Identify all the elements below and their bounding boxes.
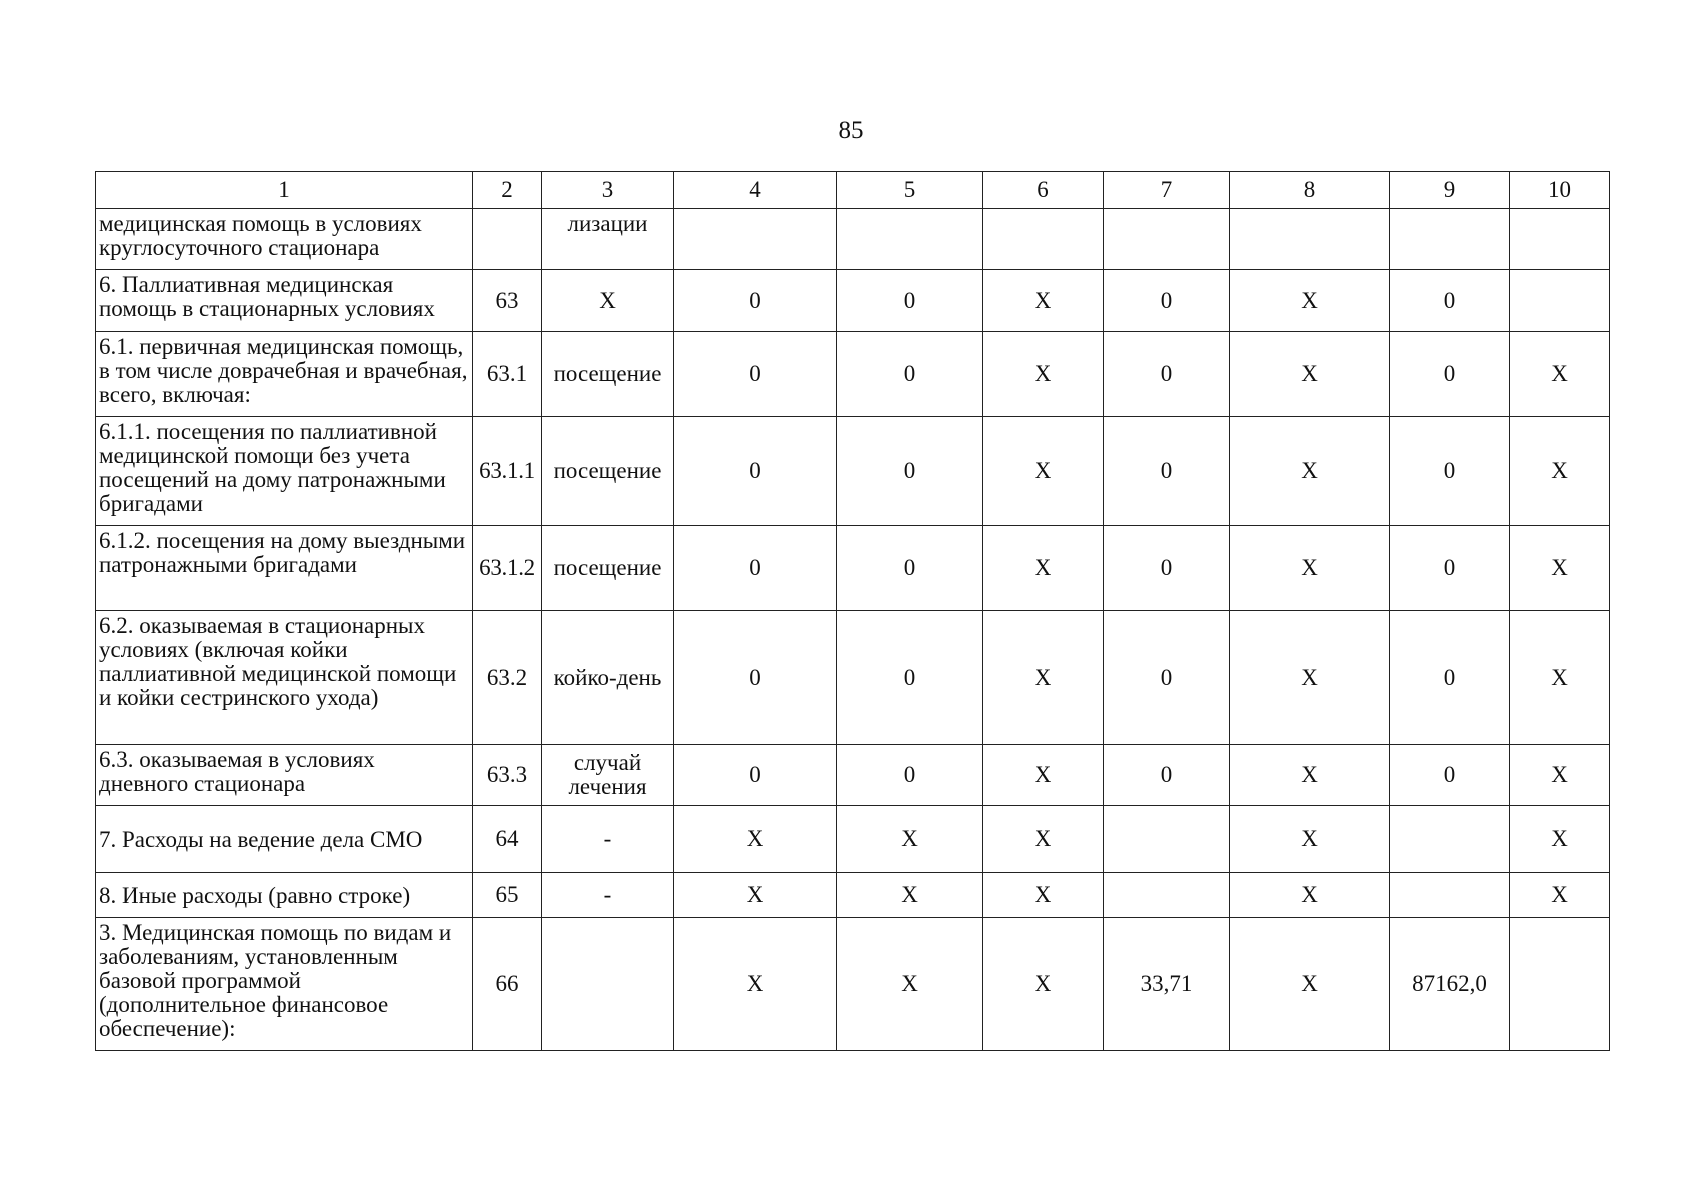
table-cell: койко-день	[542, 611, 674, 745]
table-cell: 6.1. первичная медицинская помощь, в том числе доврачебная и врачебная, всего, включая:	[96, 332, 473, 417]
table-cell: 0	[837, 526, 983, 611]
table-cell: X	[674, 806, 837, 873]
table-cell: X	[1230, 526, 1390, 611]
table-cell: X	[983, 417, 1104, 526]
table-cell	[1510, 209, 1610, 270]
column-header: 4	[674, 172, 837, 209]
table-row	[96, 417, 1610, 526]
table-row	[96, 209, 1610, 270]
table-header-row	[96, 172, 1610, 209]
column-header: 9	[1390, 172, 1510, 209]
table-cell: 0	[1104, 611, 1230, 745]
table-cell: 0	[1390, 417, 1510, 526]
table-cell: 87162,0	[1390, 918, 1510, 1051]
table-cell: 0	[837, 745, 983, 806]
table-cell: -	[542, 806, 674, 873]
column-header: 8	[1230, 172, 1390, 209]
table-cell: X	[983, 918, 1104, 1051]
table-cell: 64	[473, 806, 542, 873]
table-cell: X	[1230, 270, 1390, 332]
table-cell: X	[674, 873, 837, 918]
table-cell: 0	[674, 526, 837, 611]
column-header: 5	[837, 172, 983, 209]
table-cell	[837, 209, 983, 270]
table-cell	[1104, 806, 1230, 873]
table-row	[96, 873, 1610, 918]
table-cell: X	[983, 745, 1104, 806]
table-row	[96, 611, 1610, 745]
table-cell	[473, 209, 542, 270]
table-cell: X	[837, 806, 983, 873]
table-cell: X	[1510, 806, 1610, 873]
table-cell	[1104, 209, 1230, 270]
table-cell: 63.1.2	[473, 526, 542, 611]
table-cell: 63	[473, 270, 542, 332]
table-cell: X	[983, 806, 1104, 873]
table-cell: 0	[1390, 526, 1510, 611]
table-cell: X	[1230, 611, 1390, 745]
data-table	[95, 171, 1610, 1051]
table-cell: случай лечения	[542, 745, 674, 806]
table-cell: 0	[674, 270, 837, 332]
table-cell: 6.1.1. посещения по паллиативной медицинской помощи без учета посещений на дому патронажными бригадами	[96, 417, 473, 526]
table-cell: посещение	[542, 417, 674, 526]
table-cell: X	[1230, 332, 1390, 417]
table-cell: 0	[1104, 417, 1230, 526]
table-cell: 0	[674, 332, 837, 417]
table-cell: X	[983, 270, 1104, 332]
column-header: 10	[1510, 172, 1610, 209]
table-cell	[1390, 873, 1510, 918]
table-cell: X	[1510, 873, 1610, 918]
column-header: 3	[542, 172, 674, 209]
table-cell	[674, 209, 837, 270]
table-cell: 7. Расходы на ведение дела СМО	[96, 806, 473, 873]
column-header: 6	[983, 172, 1104, 209]
table-cell: 8. Иные расходы (равно строке)	[96, 873, 473, 918]
table-cell: 63.3	[473, 745, 542, 806]
table-cell: 63.1.1	[473, 417, 542, 526]
table-cell: 0	[1390, 332, 1510, 417]
table-cell: 65	[473, 873, 542, 918]
table-row	[96, 806, 1610, 873]
table-cell: 0	[674, 417, 837, 526]
table-cell: 0	[837, 611, 983, 745]
table-cell: посещение	[542, 526, 674, 611]
table-cell: 0	[1104, 526, 1230, 611]
table-row	[96, 526, 1610, 611]
table-cell: 6. Паллиативная медицинская помощь в стационарных условиях	[96, 270, 473, 332]
table-cell: X	[983, 332, 1104, 417]
table-cell: X	[1230, 918, 1390, 1051]
table-cell: медицинская помощь в условиях круглосуточного стационара	[96, 209, 473, 270]
table-cell	[542, 918, 674, 1051]
table-cell: 0	[674, 611, 837, 745]
column-header: 7	[1104, 172, 1230, 209]
table-cell: X	[1230, 806, 1390, 873]
table-cell: 0	[1104, 332, 1230, 417]
table-cell: X	[983, 873, 1104, 918]
column-header: 2	[473, 172, 542, 209]
table-cell: 0	[1390, 270, 1510, 332]
table-cell: 0	[837, 270, 983, 332]
table-cell	[1230, 209, 1390, 270]
table-cell: 33,71	[1104, 918, 1230, 1051]
table-cell: 6.3. оказываемая в условиях дневного стационара	[96, 745, 473, 806]
table-cell: X	[1510, 332, 1610, 417]
table-cell	[1510, 270, 1610, 332]
table-cell: 6.2. оказываемая в стационарных условиях (включая койки паллиативной медицинской помощи и койки сестринского ухода)	[96, 611, 473, 745]
table-cell: 0	[837, 417, 983, 526]
table-cell: 0	[1104, 745, 1230, 806]
table-cell: X	[1510, 745, 1610, 806]
table-cell: X	[983, 526, 1104, 611]
table-cell: 6.1.2. посещения на дому выездными патронажными бригадами	[96, 526, 473, 611]
table-cell: 0	[674, 745, 837, 806]
table-cell	[1104, 873, 1230, 918]
table-cell: X	[542, 270, 674, 332]
table-cell: 63.2	[473, 611, 542, 745]
table-cell: 0	[1390, 745, 1510, 806]
table-cell	[1390, 806, 1510, 873]
table-cell: X	[983, 611, 1104, 745]
table-cell: лизации	[542, 209, 674, 270]
table-cell	[983, 209, 1104, 270]
column-header: 1	[96, 172, 473, 209]
table-row	[96, 270, 1610, 332]
table-cell	[1390, 209, 1510, 270]
table-cell: X	[837, 873, 983, 918]
page-number: 85	[838, 117, 864, 144]
table-cell: 66	[473, 918, 542, 1051]
table-cell: 0	[837, 332, 983, 417]
table-cell: -	[542, 873, 674, 918]
table-cell: X	[1230, 745, 1390, 806]
table-cell: посещение	[542, 332, 674, 417]
table-cell: X	[1510, 611, 1610, 745]
table-cell: X	[1230, 873, 1390, 918]
table-cell: 0	[1104, 270, 1230, 332]
table-row	[96, 745, 1610, 806]
table-cell: 63.1	[473, 332, 542, 417]
table-cell: 3. Медицинская помощь по видам и заболеваниям, установленным базовой программой (дополнительное финансовое обеспечение):	[96, 918, 473, 1051]
table-row	[96, 332, 1610, 417]
table-cell: X	[1510, 526, 1610, 611]
table-cell: X	[1230, 417, 1390, 526]
table-cell: X	[674, 918, 837, 1051]
table-cell	[1510, 918, 1610, 1051]
table-cell: X	[837, 918, 983, 1051]
table-cell: X	[1510, 417, 1610, 526]
table-cell: 0	[1390, 611, 1510, 745]
table-row	[96, 918, 1610, 1051]
